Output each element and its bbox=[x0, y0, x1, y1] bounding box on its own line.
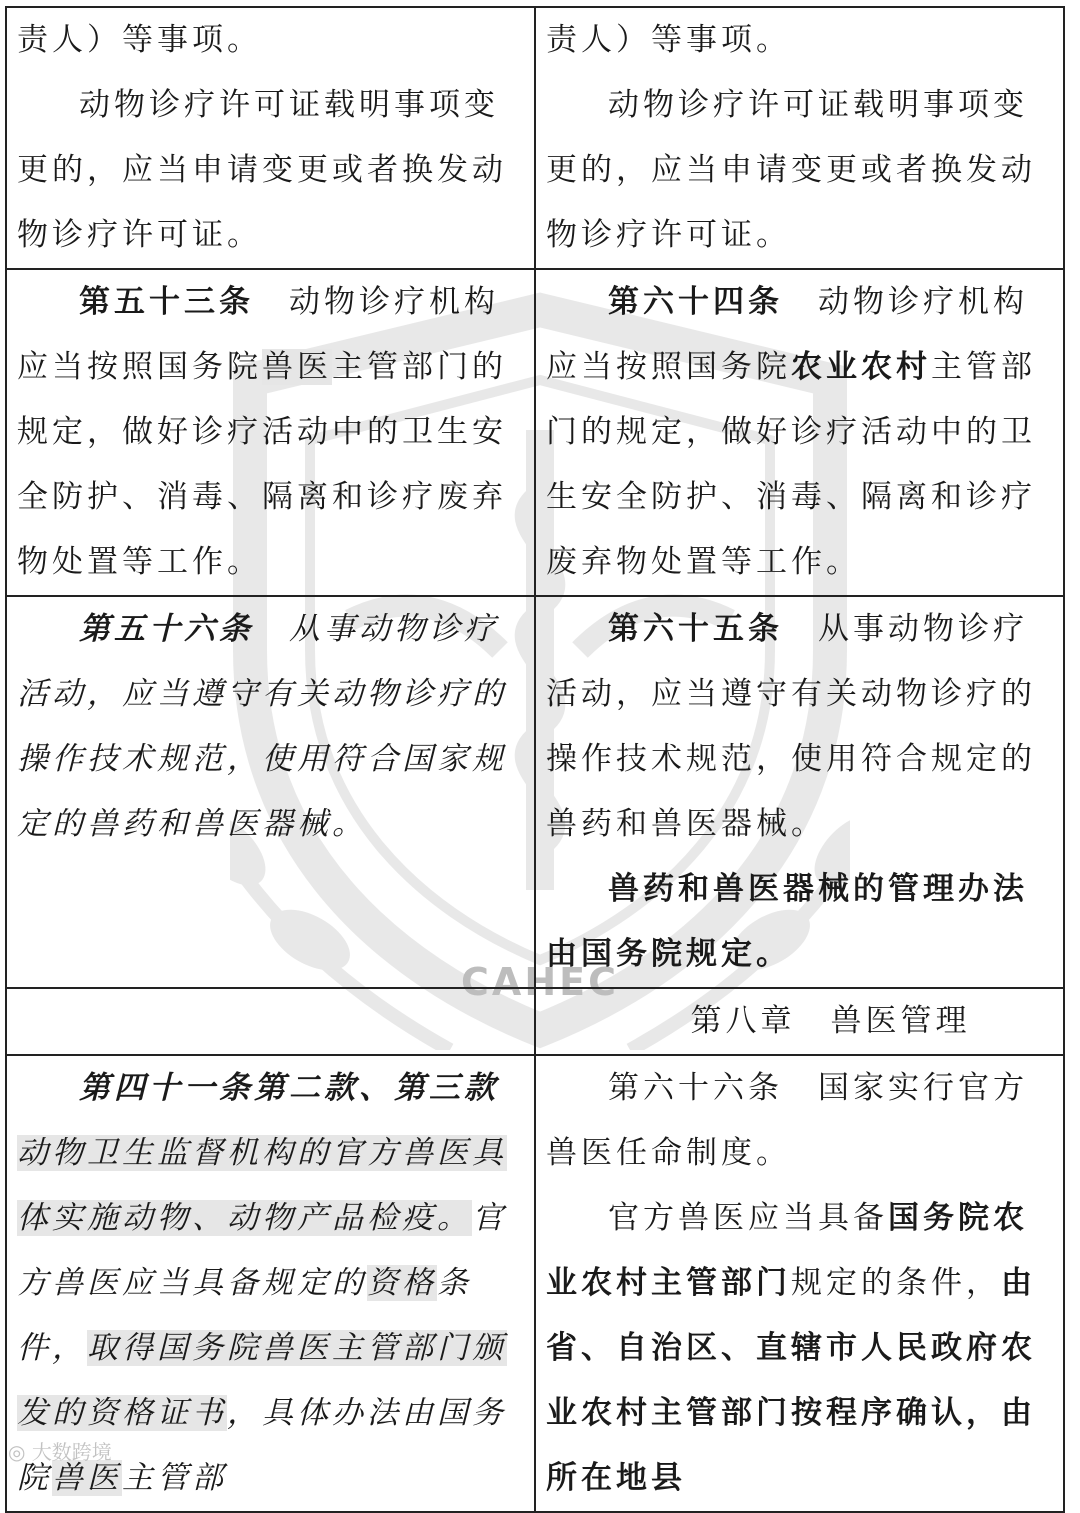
text-run: 从事动物诊疗活动，应当遵守有关动物诊疗的操作技术规范，使用符合国家规定的兽药和兽医器械。 bbox=[17, 611, 507, 842]
paragraph bbox=[546, 270, 1053, 595]
right-cell bbox=[535, 1055, 1064, 1512]
table-row bbox=[6, 7, 1064, 269]
right-cell bbox=[535, 7, 1064, 269]
table-row bbox=[6, 1055, 1064, 1512]
paragraph bbox=[546, 1056, 1053, 1186]
text-run: 条件， bbox=[17, 1265, 472, 1366]
left-cell bbox=[6, 7, 535, 269]
highlighted-text: 取得国务院兽医主管部门颁发的资格证书 bbox=[17, 1330, 507, 1431]
text-run: 规定的条件， bbox=[791, 1265, 1001, 1301]
highlighted-text: 资格 bbox=[367, 1265, 437, 1301]
article-number: 第六十四条 bbox=[608, 284, 783, 320]
bold-text: 由省、自治区、直辖市人民政府农业农村主管部门按程序确认，由所在地县 bbox=[546, 1265, 1036, 1496]
table-row bbox=[6, 269, 1064, 596]
footer-logo bbox=[8, 1436, 112, 1465]
comparison-table bbox=[5, 6, 1065, 1513]
chapter-heading bbox=[535, 988, 1064, 1055]
right-cell bbox=[535, 596, 1064, 988]
paragraph bbox=[546, 597, 1053, 857]
article-number: 第六十六条 bbox=[608, 1070, 783, 1106]
text-run: 官方兽医应当具备 bbox=[608, 1200, 888, 1236]
text-run: 从事动物诊疗活动，应当遵守有关动物诊疗的操作技术规范，使用符合规定的兽药和兽医器械。 bbox=[546, 611, 1036, 842]
highlighted-text: 兽医 bbox=[262, 349, 332, 385]
highlighted-text: 动物卫生监督机构的官方兽医具体实施动物、动物产品检疫。 bbox=[17, 1135, 507, 1236]
logo-icon: ◎ bbox=[8, 1440, 26, 1464]
chapter-title: 第八章 兽医管理 bbox=[690, 1003, 971, 1039]
watermark-text: CAHEC bbox=[461, 960, 619, 1004]
article-number: 第六十五条 bbox=[608, 611, 783, 647]
text-run: 官方兽医应当具备规定的 bbox=[17, 1200, 507, 1301]
text-run: 动物诊疗机构应当按照国务院 bbox=[17, 284, 499, 385]
paragraph: 责人）等事项。 bbox=[546, 22, 791, 58]
text-run: 主管部门的规定，做好诊疗活动中的卫生安全防护、消毒、隔离和诊疗废弃物处置等工作。 bbox=[17, 349, 507, 580]
text-run: 主管部 bbox=[122, 1460, 227, 1496]
text-run: 动物诊疗机构应当按照国务院 bbox=[546, 284, 1028, 385]
article-number: 第五十三条 bbox=[79, 284, 254, 320]
table-row bbox=[6, 596, 1064, 988]
text-run: 主管部门的规定，做好诊疗活动中的卫生安全防护、消毒、隔离和诊疗废弃物处置等工作。 bbox=[546, 349, 1036, 580]
text-run: ，具体办法由国务院 bbox=[17, 1395, 507, 1496]
highlighted-text: 兽医 bbox=[52, 1460, 122, 1496]
paragraph: 责人）等事项。 bbox=[17, 22, 262, 58]
text-run: 国家实行官方兽医任命制度。 bbox=[546, 1070, 1028, 1171]
right-cell bbox=[535, 269, 1064, 596]
bold-text: 农业农村 bbox=[791, 349, 931, 385]
footer-logo-text: 大数跨境 bbox=[31, 1440, 112, 1464]
article-number: 第四十一条第二款、第三款 bbox=[79, 1070, 499, 1106]
paragraph: 动物诊疗许可证载明事项变更的，应当申请变更或者换发动物诊疗许可证。 bbox=[546, 87, 1036, 253]
paragraph bbox=[546, 1186, 1053, 1511]
paragraph bbox=[17, 270, 524, 595]
bold-paragraph: 兽药和兽医器械的管理办法由国务院规定。 bbox=[546, 871, 1028, 972]
article-number: 第五十六条 bbox=[79, 611, 254, 647]
left-cell bbox=[6, 988, 535, 1055]
paragraph: 动物诊疗许可证载明事项变更的，应当申请变更或者换发动物诊疗许可证。 bbox=[17, 87, 507, 253]
left-cell bbox=[6, 269, 535, 596]
paragraph bbox=[17, 597, 524, 857]
table-row bbox=[6, 988, 1064, 1055]
left-cell bbox=[6, 596, 535, 988]
bold-text: 国务院农业农村主管部门 bbox=[546, 1200, 1028, 1301]
